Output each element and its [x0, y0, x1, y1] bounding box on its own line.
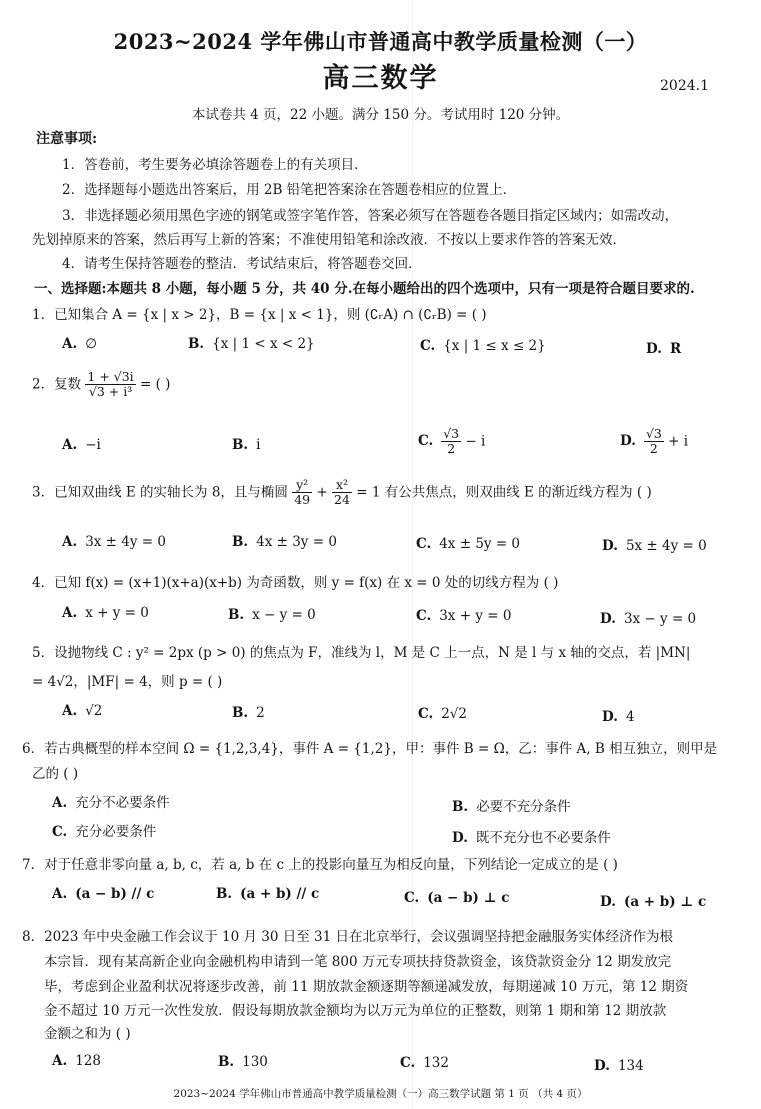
fraction-denominator: 2	[649, 441, 658, 457]
option-text: 2	[256, 705, 265, 721]
option-label: D.	[600, 611, 616, 627]
option-text: √2	[85, 703, 103, 719]
option-label: B.	[452, 799, 469, 815]
question-8-option-c[interactable]	[400, 1055, 449, 1071]
question-1-stem: 1．已知集合 A = {x | x > 2}，B = {x | x < 1}，则 (∁ᵣA) ∩ (∁ᵣB) = ( )	[32, 307, 487, 323]
option-text: 134	[617, 1058, 644, 1074]
option-text: {x | 1 ≤ x ≤ 2}	[443, 338, 546, 354]
option-text: 2√2	[441, 706, 467, 722]
page-footer: 2023~2024 学年佛山市普通高中教学质量检测（一）高三数学试题 第 1 页 （共 4 页）	[173, 1088, 588, 1100]
question-4-option-a[interactable]	[62, 605, 149, 621]
question-3-suffix: = 1 有公共焦点，则双曲线 E 的渐近线方程为 ( )	[356, 484, 652, 501]
exam-title: 2023~2024 学年佛山市普通高中教学质量检测（一）	[113, 29, 648, 54]
option-text: R	[669, 341, 682, 357]
question-2-option-d[interactable]	[620, 427, 688, 457]
option-text: 128	[75, 1053, 101, 1069]
question-2-option-c[interactable]	[418, 427, 485, 457]
fraction-denominator: √3 + i³	[88, 384, 133, 400]
option-text: (a + b) ⊥ c	[623, 894, 707, 910]
option-text: 3x + y = 0	[439, 608, 512, 624]
option-label: C.	[400, 1055, 416, 1071]
question-3-option-d[interactable]	[602, 538, 707, 554]
option-label: A.	[52, 886, 68, 902]
option-text: 3x − y = 0	[623, 611, 697, 627]
question-5-option-c[interactable]	[418, 706, 467, 722]
fraction-denominator: 49	[294, 492, 311, 508]
fraction-numerator: √3	[645, 426, 662, 441]
question-5-stem-line-1: 5．设抛物线 C : y² = 2px (p > 0) 的焦点为 F，准线为 l，M 是 C 上一点，N 是 l 与 x 轴的交点，若 |MN|	[32, 645, 691, 661]
question-7-option-a[interactable]	[52, 886, 154, 902]
question-6-option-c[interactable]	[52, 820, 156, 840]
option-label: D.	[602, 538, 618, 554]
fraction-numerator: √3	[443, 426, 460, 441]
option-tail: − i	[465, 433, 486, 450]
question-3-option-c[interactable]	[416, 536, 520, 552]
notice-item-2: 2．选择题每小题选出答案后，用 2B 铅笔把答案涂在答题卷相应的位置上．	[62, 182, 517, 198]
question-3-fraction-2	[332, 478, 352, 508]
question-7-stem: 7．对于任意非零向量 a, b, c，若 a, b 在 c 上的投影向量互为相反向量，下列结论一定成立的是 ( )	[22, 857, 618, 873]
exam-date: 2024.1	[660, 78, 709, 94]
option-text: (a − b) ⊥ c	[427, 890, 510, 906]
notice-item-4: 4．请考生保持答题卷的整洁．考试结束后，将答题卷交回．	[62, 256, 422, 272]
section-heading: 一、选择题:本题共 8 小题，每小题 5 分，共 40 分.在每小题给出的四个选项中，只有一项是符合题目要求的.	[34, 281, 695, 297]
option-text: ∅	[85, 336, 97, 352]
option-label: A.	[62, 437, 78, 453]
option-label: C.	[420, 338, 436, 354]
option-label: A.	[52, 1053, 68, 1069]
question-8-stem-line-4: 金不超过 10 万元一次性发放．假设每期放款金额均为以万元为单位的正整数，则第 1 期和第 12 期放款	[44, 1003, 667, 1019]
question-6-option-d[interactable]	[452, 826, 611, 846]
question-5-stem-line-2: = 4√2，|MF| = 4，则 p = ( )	[32, 674, 223, 690]
question-2-fraction	[85, 370, 135, 400]
question-2-suffix: = ( )	[139, 376, 171, 393]
question-6-stem-line-1: 6．若古典概型的样本空间 Ω = {1,2,3,4}，事件 A = {1,2}，甲：事件 B = Ω，乙：事件 A, B 相互独立，则甲是	[22, 741, 718, 757]
option-text: (a + b) // c	[240, 886, 320, 902]
question-3-stem	[32, 478, 652, 508]
notice-title: 注意事项:	[36, 131, 98, 147]
option-text: 既不充分也不必要条件	[475, 830, 611, 846]
fraction-denominator: 24	[334, 492, 350, 508]
notice-item-1: 1．答卷前，考生要务必填涂答题卷上的有关项目．	[62, 157, 368, 173]
option-text: 充分不必要条件	[75, 795, 170, 811]
notice-item-3: 3．非选择题必须用黑色字迹的钢笔或签字笔作答，答案必须写在答题卷各题目指定区域内；如需改动，	[62, 208, 679, 224]
question-8-stem-line-1: 8．2023 年中央金融工作会议于 10 月 30 日至 31 日在北京举行，会议强调坚持把金融服务实体经济作为根	[22, 929, 674, 945]
question-3-option-b[interactable]	[232, 534, 337, 550]
question-1-option-a[interactable]	[62, 336, 97, 352]
exam-subject: 高三数学	[322, 63, 439, 94]
option-label: B.	[216, 886, 233, 902]
option-label: B.	[232, 437, 249, 453]
question-6-option-b[interactable]	[452, 795, 571, 815]
question-5-option-d[interactable]	[602, 709, 635, 725]
question-8-stem-line-2: 本宗旨．现有某高新企业向金融机构申请到一笔 800 万元专项扶持贷款资金，该贷款资金分 12 期发放完	[44, 954, 672, 970]
option-tail: + i	[668, 433, 689, 450]
question-3-fraction-1	[292, 478, 312, 508]
option-text: 132	[423, 1055, 449, 1071]
option-label: A.	[62, 534, 78, 550]
option-label: A.	[62, 336, 78, 352]
option-label: C.	[416, 608, 432, 624]
question-1-option-c[interactable]	[420, 338, 546, 354]
question-2-stem	[32, 370, 170, 400]
question-7-option-d[interactable]	[600, 894, 706, 910]
option-label: C.	[416, 536, 432, 552]
question-8-option-b[interactable]	[218, 1054, 268, 1070]
question-2-option-b[interactable]	[232, 437, 260, 453]
fraction-numerator: x²	[332, 478, 352, 493]
question-4-option-c[interactable]	[416, 608, 511, 624]
option-text: (a − b) // c	[75, 886, 155, 902]
option-label: C.	[418, 706, 434, 722]
option-label: C.	[404, 890, 420, 906]
option-text: 5x ± 4y = 0	[625, 538, 707, 554]
question-7-option-b[interactable]	[216, 886, 319, 902]
option-text: 130	[242, 1054, 268, 1070]
question-2-option-a[interactable]	[62, 437, 101, 453]
option-text: x − y = 0	[252, 607, 316, 623]
option-label: B.	[188, 336, 205, 352]
option-fraction	[644, 427, 664, 457]
option-label: D.	[600, 894, 616, 910]
question-8-option-d[interactable]	[594, 1058, 644, 1074]
option-text: 3x ± 4y = 0	[85, 534, 166, 550]
question-7-option-c[interactable]	[404, 890, 509, 906]
option-label: D.	[602, 709, 618, 725]
option-label: A.	[52, 795, 68, 811]
option-label: D.	[452, 830, 468, 846]
plus-sign: +	[316, 484, 328, 501]
option-text: {x | 1 < x < 2}	[212, 336, 315, 352]
option-label: B.	[232, 705, 249, 721]
option-label: D.	[594, 1058, 610, 1074]
option-text: i	[256, 437, 261, 453]
option-text: 必要不充分条件	[476, 799, 571, 815]
fraction-numerator: 1 + √3i	[87, 369, 134, 384]
question-4-option-b[interactable]	[228, 607, 316, 623]
question-3-prefix: 3．已知双曲线 E 的实轴长为 8，且与椭圆	[32, 484, 288, 501]
question-2-prefix: 2．复数	[32, 376, 82, 393]
option-text: −i	[85, 437, 101, 453]
option-label: B.	[218, 1054, 235, 1070]
question-1-option-d[interactable]	[646, 341, 681, 357]
option-text: 充分必要条件	[75, 824, 157, 840]
option-label: B.	[232, 534, 249, 550]
question-4-option-d[interactable]	[600, 611, 696, 627]
option-text: 4	[625, 709, 635, 725]
option-label: D.	[620, 433, 636, 450]
fraction-numerator: y²	[292, 478, 312, 493]
question-6-stem-line-2: 乙的 ( )	[32, 766, 79, 782]
question-3-option-a[interactable]	[62, 534, 166, 550]
exam-intro: 本试卷共 4 页，22 小题。满分 150 分。考试用时 120 分钟。	[191, 107, 570, 123]
option-label: A.	[62, 703, 78, 719]
option-label: C.	[52, 824, 68, 840]
question-5-option-b[interactable]	[232, 705, 265, 721]
notice-item-3-cont: 先划掉原来的答案，然后再写上新的答案；不准使用铅笔和涂改液．不按以上要求作答的答案无效．	[32, 232, 626, 248]
question-6-option-a[interactable]	[52, 791, 170, 811]
option-label: D.	[646, 341, 662, 357]
option-text: 4x ± 5y = 0	[439, 536, 521, 552]
question-4-stem: 4．已知 f(x) = (x+1)(x+a)(x+b) 为奇函数，则 y = f(x) 在 x = 0 处的切线方程为 ( )	[32, 575, 559, 591]
option-fraction	[441, 427, 461, 457]
question-8-stem-line-3: 毕，考虑到企业盈利状况将逐步改善，前 11 期放款金额逐期等额递减发放，每期递减 10 万元，第 12 期资	[44, 979, 689, 995]
fraction-denominator: 2	[447, 441, 456, 457]
question-1-option-b[interactable]	[188, 336, 315, 352]
question-5-option-a[interactable]	[62, 703, 102, 719]
question-8-option-a[interactable]	[52, 1053, 101, 1069]
question-8-stem-line-5: 金额之和为 ( )	[44, 1026, 131, 1042]
option-text: x + y = 0	[85, 605, 149, 621]
option-text: 4x ± 3y = 0	[256, 534, 337, 550]
option-label: C.	[418, 433, 434, 450]
option-label: B.	[228, 607, 245, 623]
option-label: A.	[62, 605, 78, 621]
